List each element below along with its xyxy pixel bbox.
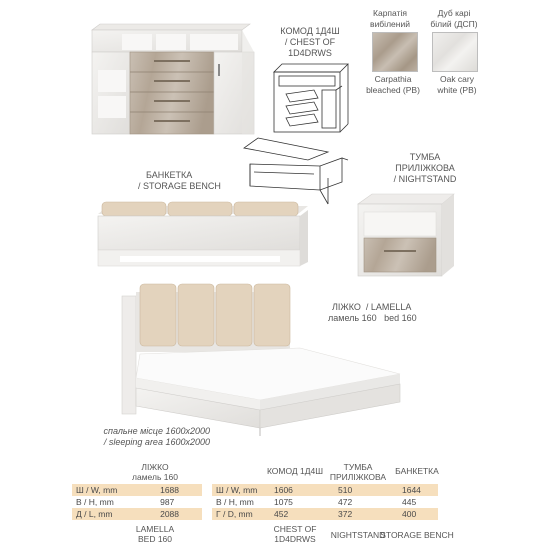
- chest-width: 1606: [270, 484, 334, 496]
- bench-width: 1644: [398, 484, 438, 496]
- table-left-head1: ЛІЖКО: [141, 462, 169, 472]
- table-right-head-bench: БАНКЕТКА: [395, 466, 439, 476]
- material-2-name-ua: Дуб карі: [437, 8, 471, 18]
- table-left: [72, 484, 202, 520]
- chest-line-drawing: [274, 62, 354, 134]
- table-right-foot-chest2: 1D4DRWS: [274, 534, 316, 544]
- nightstand-label-ua2: ПРИЛІЖКОВА: [395, 163, 455, 173]
- nightstand-height: 472: [334, 496, 398, 508]
- nightstand-width: 510: [334, 484, 398, 496]
- chest-label-ua: КОМОД 1Д4Ш: [280, 26, 340, 36]
- table-left-foot1: LAMELLA: [135, 524, 175, 534]
- bench-label-ua: БАНКЕТКА: [146, 170, 193, 180]
- bench-depth: 400: [398, 508, 438, 520]
- chest-label-en2: 1D4DRWS: [288, 48, 332, 58]
- table-right-foot-chest1: CHEST OF: [273, 524, 317, 534]
- material-1-sub-ua: вибілений: [370, 19, 410, 29]
- bed-length: 2088: [156, 508, 202, 520]
- sleeping-area-ua: спальне місце 1600x2000: [103, 426, 210, 436]
- sleeping-area-en: / sleeping area 1600x2000: [103, 437, 210, 447]
- table-left-head2: ламель 160: [132, 472, 178, 482]
- material-swatch-carpathia[interactable]: [372, 32, 418, 72]
- dim-label: Ш / W, mm: [212, 484, 270, 496]
- material-2-sub-ua: білий (ДСП): [430, 19, 478, 29]
- table-right-foot-bench: STORAGE BENCH: [380, 530, 454, 540]
- table-row: [72, 484, 202, 496]
- nightstand-depth: 372: [334, 508, 398, 520]
- bench-height: 445: [398, 496, 438, 508]
- material-1-name-ua: Карпатія: [373, 8, 407, 18]
- material-1-name-en: Carpathia: [374, 74, 412, 84]
- bed-label-sep: /: [365, 302, 369, 312]
- chest-label-en: / CHEST OF: [284, 37, 336, 47]
- table-row: [212, 484, 438, 496]
- material-2-name-en: Oak cary: [439, 74, 474, 84]
- material-swatch-oak-cary-white[interactable]: [432, 32, 478, 72]
- table-right-head-night2: ПРИЛІЖКОВА: [329, 472, 387, 482]
- nightstand-label-ua1: ТУМБА: [409, 152, 441, 162]
- dim-label: В / H, mm: [212, 496, 270, 508]
- table-row: [72, 508, 202, 520]
- dim-label: Г / D, mm: [212, 508, 270, 520]
- table-row: [212, 496, 438, 508]
- bed-label-ua2: ламель 160: [328, 313, 377, 323]
- table-right-foot-night: NIGHTSTAND: [330, 530, 386, 540]
- dim-label: Д / L, mm: [72, 508, 156, 520]
- chest-height: 1075: [270, 496, 334, 508]
- table-right: [212, 484, 438, 520]
- dim-label: Ш / W, mm: [72, 484, 156, 496]
- bed-width: 1688: [156, 484, 202, 496]
- table-right-head-night1: ТУМБА: [343, 462, 373, 472]
- nightstand-render: [358, 192, 458, 282]
- table-row: [72, 496, 202, 508]
- table-right-head-chest: КОМОД 1Д4Ш: [266, 466, 324, 476]
- table-row: [212, 508, 438, 520]
- bed-label-en2: bed 160: [384, 313, 417, 323]
- dim-label: В / H, mm: [72, 496, 156, 508]
- bench-render: [98, 196, 308, 276]
- material-2-sub-en: white (PB): [437, 85, 477, 95]
- bench-label-en: / STORAGE BENCH: [138, 181, 221, 191]
- material-1-sub-en: bleached (PB): [366, 85, 420, 95]
- table-left-foot2: BED 160: [137, 534, 173, 544]
- bed-label-ua1: ЛІЖКО: [332, 302, 361, 312]
- chest-render: [92, 24, 262, 144]
- nightstand-label-en: / NIGHTSTAND: [393, 174, 457, 184]
- bed-label-en1: LAMELLA: [370, 302, 412, 312]
- bed-height: 987: [156, 496, 202, 508]
- chest-depth: 452: [270, 508, 334, 520]
